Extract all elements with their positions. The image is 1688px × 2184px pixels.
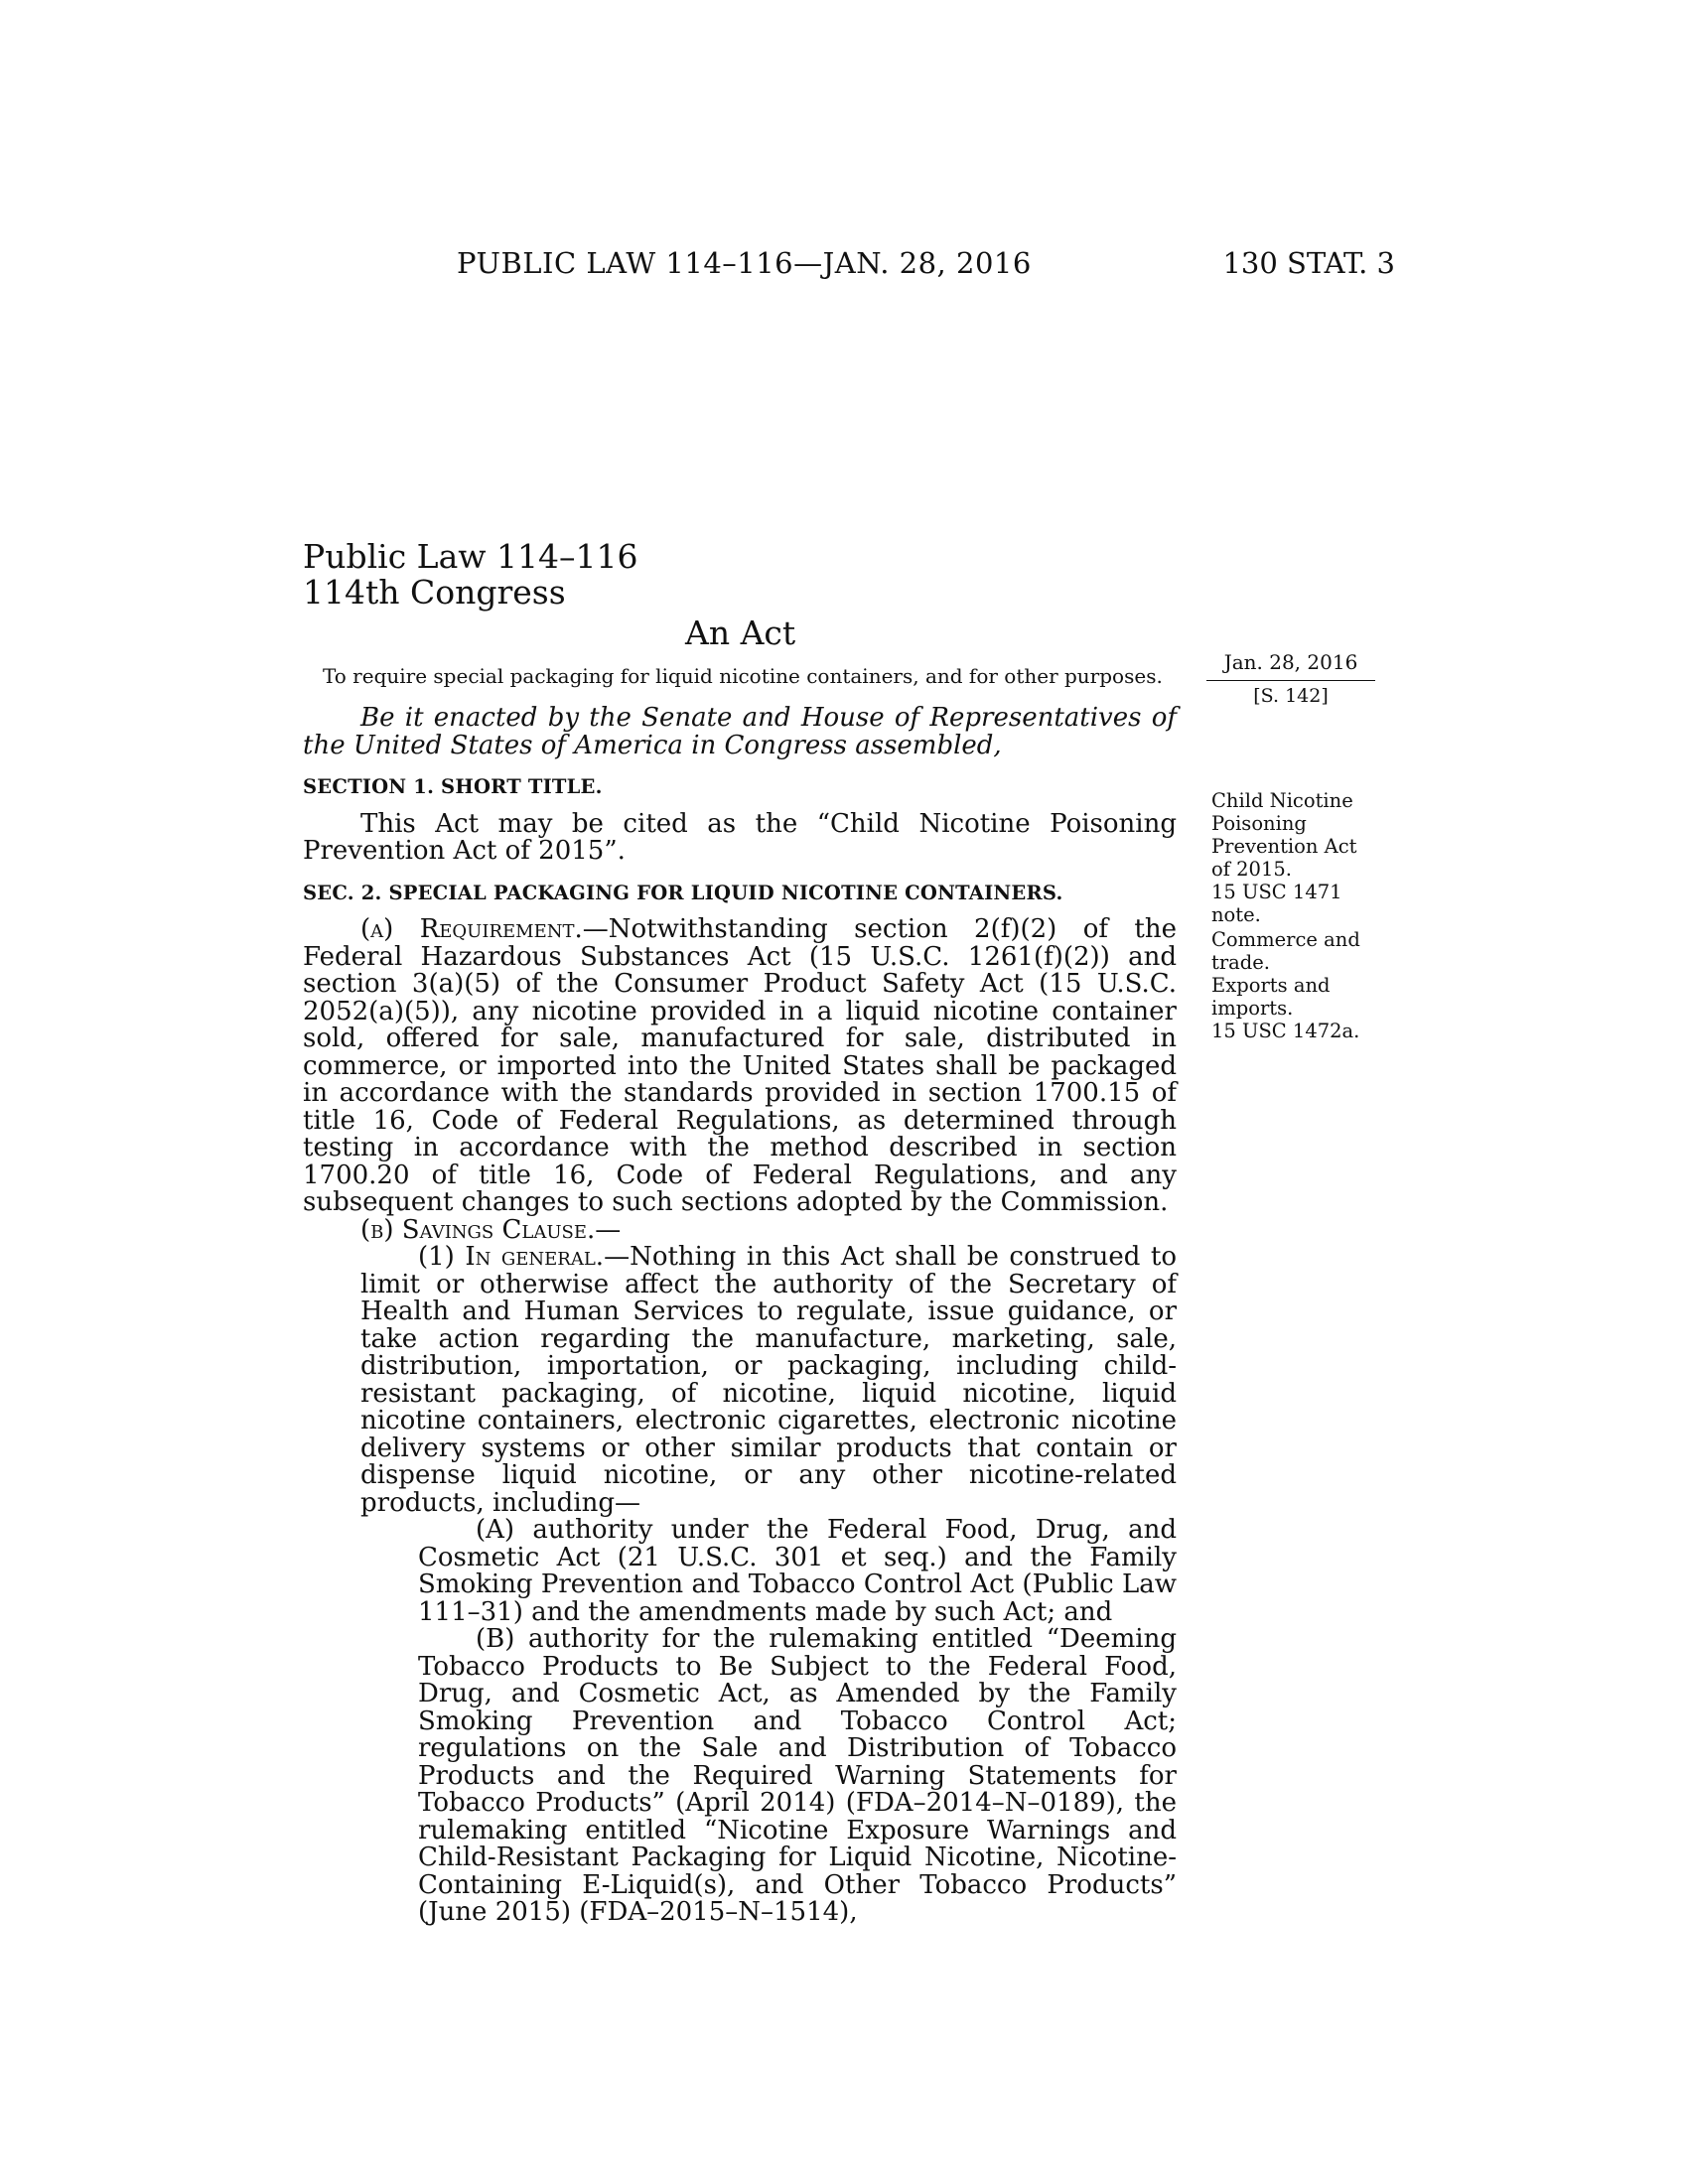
margin-note-short-title: [1211, 789, 1380, 926]
margin-divider: [1206, 680, 1375, 681]
section-2-heading: SEC. 2. SPECIAL PACKAGING FOR LIQUID NICOTINE CONTAINERS.: [303, 881, 1063, 904]
section-1-heading: SECTION 1. SHORT TITLE.: [303, 775, 603, 798]
margin-bill-number: [S. 142]: [1253, 685, 1329, 707]
margin-date: Jan. 28, 2016: [1223, 650, 1358, 674]
subsection-b-label: (b) Savings Clause.: [360, 1214, 596, 1245]
subparagraph-B: (B) authority for the rulemaking entitled “Deeming Tobacco Products to Be Subject to the Federal Food, Drug, and Cosmetic Act, as Amended by the Family Smoking Prevention and Tobacco Control Act; regulations on the Sale and Distribution of Tobacco Products and the Required Warning Statements for Tobacco Products” (April 2014) (FDA–2014–N–0189), the rulemaking entitled “Nicotine Exposure Warnings and Child-Resistant Packaging for Liquid Nicotine, Nicotine-Containing E-Liquid(s), and Other Tobacco Products” (June 2015) (FDA–2015–N–1514),: [418, 1624, 1177, 1927]
law-title-block: [303, 539, 637, 611]
margin-note-line: trade.: [1211, 951, 1271, 974]
act-title: An Act: [685, 614, 796, 652]
public-law-number: Public Law 114–116: [303, 537, 638, 576]
margin-note-line: of 2015.: [1211, 858, 1292, 881]
page-number: 130 STAT. 3: [1222, 246, 1395, 280]
paragraph-b1: [303, 1244, 1177, 1517]
enacting-clause: Be it enacted by the Senate and House of Representatives of the United States of America in Congress assembled,: [303, 703, 1177, 760]
congress-number: 114th Congress: [303, 573, 566, 612]
subsection-b: [303, 1214, 1177, 1245]
margin-note-line: Exports and: [1211, 974, 1331, 997]
margin-note-sec2: [1211, 928, 1380, 1042]
margin-note-line: Prevention Act: [1211, 835, 1357, 858]
subsection-a-label: (a) Requirement.: [360, 914, 583, 944]
margin-note-line: Commerce and: [1211, 928, 1360, 951]
paragraph-b1-text: —Nothing in this Act shall be construed to limit or otherwise affect the authority of the Secretary of Health and Human Services to regulate, issue guidance, or take action regarding the manufacture, marketing, sale, distribution, importation, or packaging, including child-resistant packaging, of nicotine, liquid nicotine, liquid nicotine containers, electronic cigarettes, electronic nicotine delivery systems or other similar products that contain or dispense liquid nicotine, or any other nicotine-related products, including—: [360, 1242, 1177, 1518]
subsection-a-text: —Notwithstanding section 2(f)(2) of the Federal Hazardous Substances Act (15 U.S.C. 1261(f)(2)) and section 3(a)(5) of the Consumer Product Safety Act (15 U.S.C. 2052(a)(5)), any nicotine provided in a liquid nicotine container sold, offered for sale, manufactured for sale, distributed in commerce, or imported into the United States shall be packaged in accordance with the standards provided in section 1700.15 of title 16, Code of Federal Regulations, as determined through testing in accordance with the method described in section 1700.20 of title 16, Code of Federal Regulations, and any subsequent changes to such sections adopted by the Commission.: [303, 914, 1177, 1217]
margin-note-line: Poisoning: [1211, 812, 1307, 835]
subsection-b-text: —: [595, 1214, 622, 1245]
margin-note-line: note.: [1211, 903, 1261, 926]
act-body: [303, 705, 1177, 1927]
act-purpose: To require special packaging for liquid nicotine containers, and for other purposes.: [323, 664, 1163, 688]
subsection-a: [303, 916, 1177, 1217]
section-1-text: This Act may be cited as the “Child Nicotine Poisoning Prevention Act of 2015”.: [303, 808, 1177, 866]
margin-note-line: Child Nicotine: [1211, 789, 1353, 812]
margin-note-line: 15 USC 1471: [1211, 881, 1342, 903]
running-head: PUBLIC LAW 114–116—JAN. 28, 2016: [457, 246, 1032, 280]
paragraph-b1-label: (1) In general.: [418, 1242, 605, 1272]
margin-note-line: 15 USC 1472a.: [1211, 1020, 1360, 1042]
margin-note-line: imports.: [1211, 997, 1294, 1020]
subparagraph-A: (A) authority under the Federal Food, Drug, and Cosmetic Act (21 U.S.C. 301 et seq.) and the Family Smoking Prevention and Tobacco Control Act (Public Law 111–31) and the amendments made by such Act; and: [418, 1515, 1177, 1627]
